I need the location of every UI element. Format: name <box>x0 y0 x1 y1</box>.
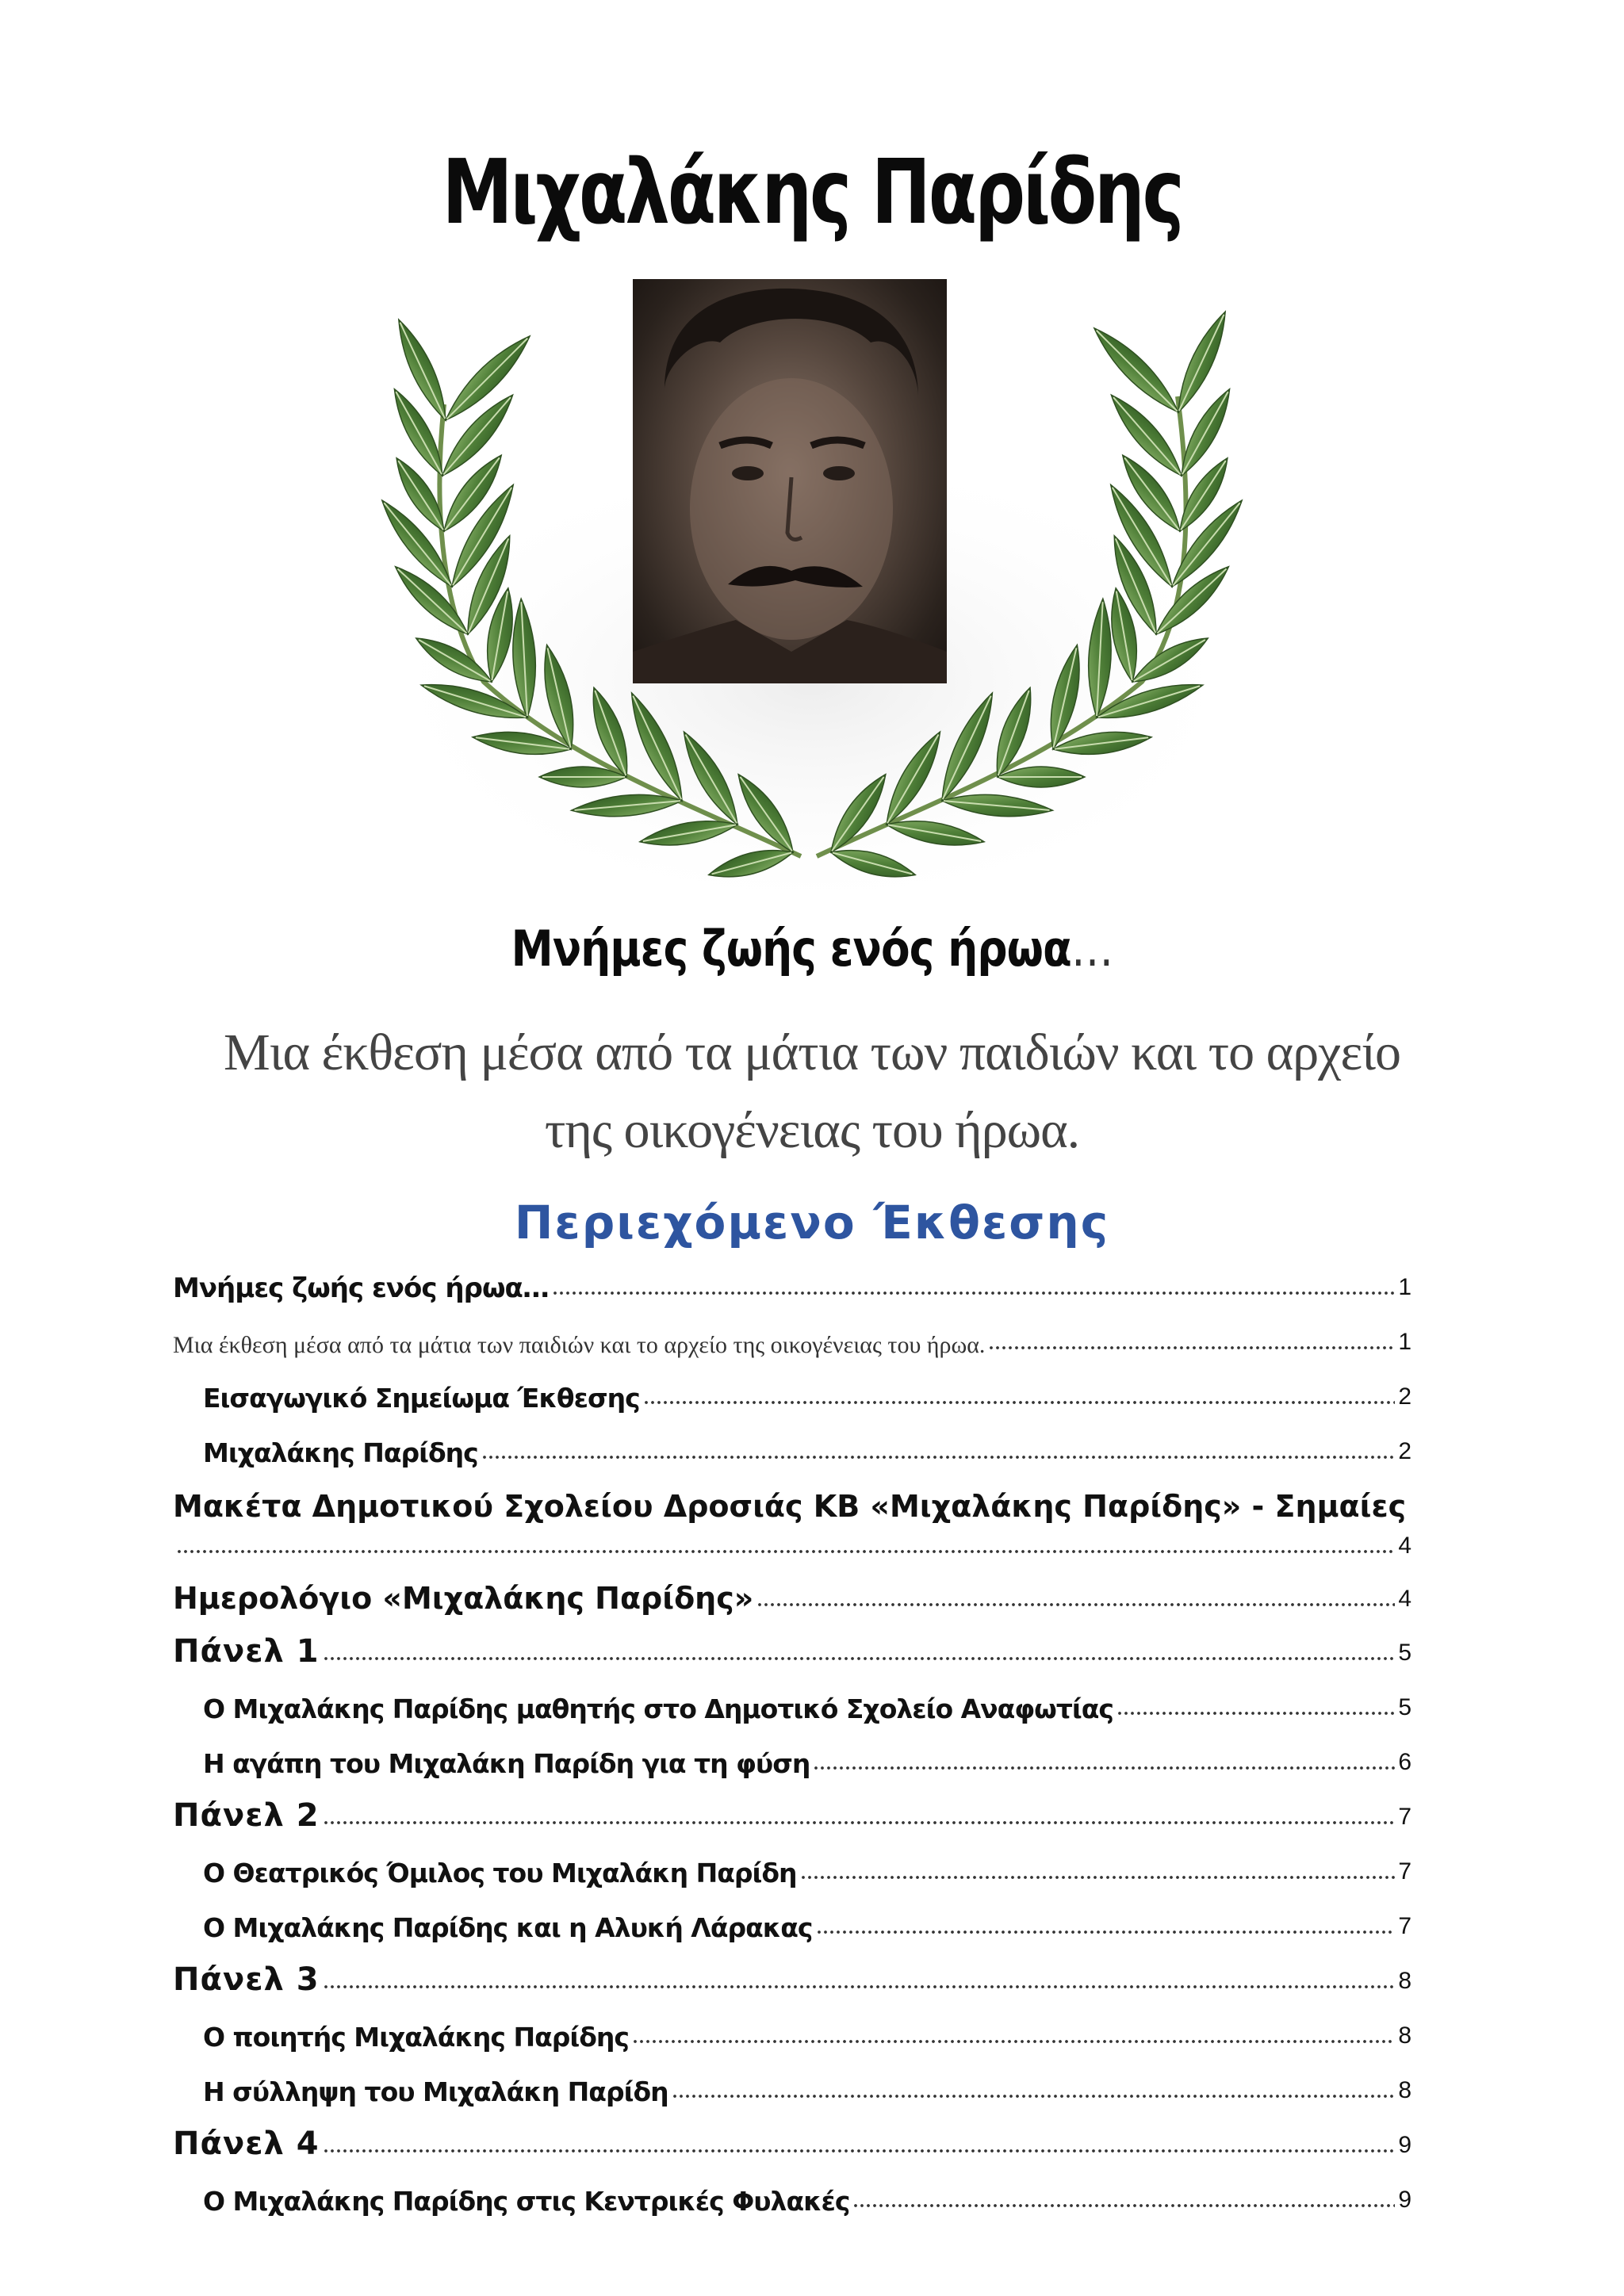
toc-entry[interactable] <box>203 1421 1411 1468</box>
toc-dot-leader <box>176 1547 1395 1555</box>
toc-entry[interactable] <box>173 1311 1411 1359</box>
toc-entry-page: 2 <box>1398 1383 1411 1410</box>
toc-entry[interactable] <box>173 1568 1411 1616</box>
description-line-1: Μια έκθεση μέσα από τα μάτια των παιδιών και το αρχείο <box>224 1024 1400 1081</box>
toc-entry[interactable] <box>203 1896 1411 1943</box>
toc-entry-label: Ο Μιχαλάκης Παρίδης μαθητής στο Δημοτικό Σχολείο Αναφωτίας <box>203 1693 1113 1724</box>
toc-entry-page: 4 <box>1398 1586 1411 1612</box>
toc-entry-page: 1 <box>1398 1274 1411 1300</box>
toc-entry-label: Η σύλληψη του Μιχαλάκη Παρίδη <box>203 2076 668 2107</box>
toc-entry-page: 7 <box>1398 1804 1411 1830</box>
toc-entry-continuation[interactable] <box>173 1515 1411 1563</box>
toc-entry-label: Πάνελ 2 <box>173 1797 320 1834</box>
toc-dot-leader <box>816 1927 1396 1935</box>
exhibition-subtitle <box>113 920 1510 978</box>
toc-entry-page: 4 <box>1398 1533 1411 1559</box>
toc-dot-leader <box>988 1343 1395 1351</box>
toc-entry[interactable] <box>203 1677 1411 1724</box>
toc-entry-label: Μνήμες ζωής ενός ήρωα… <box>173 1272 549 1304</box>
toc-dot-leader <box>813 1763 1395 1771</box>
toc-entry-label: Μια έκθεση μέσα από τα μάτια των παιδιών και το αρχείο της οικογένειας του ήρωα. <box>173 1332 986 1358</box>
toc-dot-leader <box>552 1288 1395 1296</box>
page-title: Μιχαλάκης Παρίδης <box>442 141 1182 244</box>
toc-entry-page: 9 <box>1398 2132 1411 2158</box>
toc-entry-label: Η αγάπη του Μιχαλάκη Παρίδη για τη φύση <box>203 1748 810 1779</box>
toc-entry-page: 5 <box>1398 1640 1411 1666</box>
toc-entry[interactable] <box>203 1841 1411 1888</box>
toc-entry-label: Μακέτα Δημοτικού Σχολείου Δροσιάς ΚΒ «Μιχαλάκης Παρίδης» - Σημαίες <box>173 1489 1407 1524</box>
toc-entry[interactable] <box>173 1950 1411 1998</box>
toc-entry-label: Εισαγωγικό Σημείωμα Έκθεσης <box>203 1383 640 1414</box>
toc-entry-page: 5 <box>1398 1694 1411 1720</box>
toc-entry-label: Ημερολόγιο «Μιχαλάκης Παρίδης» <box>173 1581 754 1616</box>
subtitle-ellipsis: … <box>1071 920 1113 978</box>
toc-entry-label: Ο Μιχαλάκης Παρίδης και η Αλυκή Λάρακας <box>203 1912 813 1943</box>
toc-entry[interactable] <box>203 2005 1411 2053</box>
toc-entry-label: Ο ποιητής Μιχαλάκης Παρίδης <box>203 2022 629 2053</box>
toc-entry-page: 8 <box>1398 2022 1411 2049</box>
toc-entry[interactable] <box>173 1257 1411 1304</box>
toc-dot-leader <box>672 2091 1396 2099</box>
toc-entry-page: 1 <box>1398 1329 1411 1355</box>
toc-dot-leader <box>323 1982 1396 1990</box>
toc-entry-page: 7 <box>1398 1913 1411 1939</box>
toc-entry[interactable] <box>173 1622 1411 1670</box>
portrait-photo <box>633 279 947 683</box>
toc-entry-page: 7 <box>1398 1858 1411 1885</box>
toc-dot-leader <box>481 1452 1396 1460</box>
toc-dot-leader <box>800 1873 1396 1881</box>
toc-entry-label: Πάνελ 4 <box>173 2126 320 2162</box>
toc-dot-leader <box>1116 1709 1395 1716</box>
toc-heading: Περιεχόμενο Έκθεσης <box>514 1196 1110 1249</box>
toc-entry[interactable] <box>203 2060 1411 2107</box>
description-line-2: της οικογένειας του ήρωα. <box>544 1101 1080 1159</box>
toc-dot-leader <box>756 1600 1395 1608</box>
toc-dot-leader <box>643 1398 1396 1406</box>
toc-entry[interactable] <box>203 2169 1411 2217</box>
toc-dot-leader <box>323 2146 1396 2154</box>
toc-entry-page: 6 <box>1398 1749 1411 1775</box>
toc-entry-label: Ο Θεατρικός Όμιλος του Μιχαλάκη Παρίδη <box>203 1858 797 1888</box>
toc-dot-leader <box>852 2201 1395 2209</box>
subtitle-text: Μνήμες ζωής ενός ήρωα <box>511 920 1071 978</box>
toc-entry-label: Ο Μιχαλάκης Παρίδης στις Κεντρικές Φυλακές <box>203 2186 850 2217</box>
toc-entry-page: 8 <box>1398 1968 1411 1994</box>
toc-entry[interactable] <box>173 1786 1411 1834</box>
toc-dot-leader <box>323 1818 1396 1826</box>
toc-entry-page: 9 <box>1398 2187 1411 2213</box>
toc-entry[interactable] <box>173 2114 1411 2162</box>
toc-dot-leader <box>632 2037 1395 2045</box>
toc-entry[interactable] <box>203 1732 1411 1779</box>
toc-entry-page: 2 <box>1398 1438 1411 1464</box>
toc-entry-label: Πάνελ 1 <box>173 1633 320 1670</box>
toc-entry-label: Μιχαλάκης Παρίδης <box>203 1437 478 1468</box>
toc-entry-page: 8 <box>1398 2077 1411 2103</box>
toc-dot-leader <box>323 1654 1396 1662</box>
toc-entry-label: Πάνελ 3 <box>173 1961 320 1998</box>
laurel-leaf <box>1086 320 1186 420</box>
toc-entry[interactable] <box>203 1366 1411 1414</box>
